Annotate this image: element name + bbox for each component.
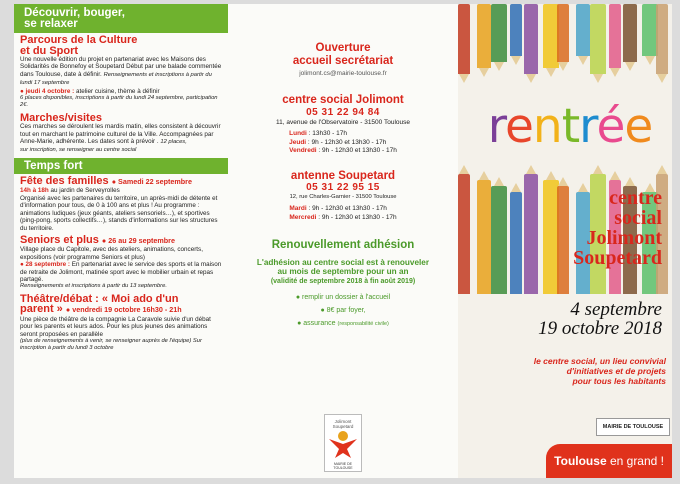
cover-panel [458,4,672,478]
left-column [14,4,228,478]
hours-row [289,139,397,148]
heading-date: ● Samedi 22 septembre [111,176,192,186]
paragraph [20,187,224,194]
bullet-date: ● jeudi 4 octobre : [20,87,75,95]
list-item: ● remplir un dossier à l'accueil [295,294,391,302]
banner-text: Toulouse [554,454,607,468]
pencil-shape [576,4,590,56]
hours-value: : 9h - 12h30 et 13h30 - 17h [316,213,397,221]
pencil-tip [479,68,489,77]
logo-text: MAIRIE DE TOULOUSE [333,462,353,471]
mairie-logo: MAIRIE DE TOULOUSE [596,418,670,436]
opening-title: Ouverture [315,42,371,54]
text: au jardin de Serveyrolles [50,187,120,195]
pencil-shape [477,4,491,68]
rentree-letter: n [532,99,562,154]
tagline-line: pour tous les habitants [572,376,666,386]
text: Renseignements et inscriptions à partir du lundi 17 septembre [20,71,212,87]
rentree-letter: e [505,99,533,154]
paragraph-italic: sur inscription, se renseigner au centre social [20,146,137,153]
hours-value: : 9h - 12h30 et 13h30 - 17h [306,205,387,213]
title-line: social [614,207,662,229]
cover-centre-name [462,188,662,268]
paragraph [20,88,224,95]
hours-day: Mardi [289,205,307,213]
rentree-letter: t [561,99,580,154]
jolimont-title: centre social Jolimont [282,94,404,107]
text: 12 places, [160,139,187,146]
banner-text: en grand ! [606,454,664,468]
renewal-title: Renouvellement adhésion [271,238,415,251]
jolimont-address: 11, avenue de l'Observatoire - 31500 Toulouse [276,118,410,126]
figure-icon [325,429,361,459]
soupetard-hours [289,205,396,222]
heading-line: Théâtre/débat : « Moi ado d'un [20,292,179,305]
tagline-line: le centre social, un lieu convivial [533,356,666,366]
hours-day: Jeudi [289,138,307,146]
pencil-shape [557,4,569,62]
pencil-tip [459,165,469,174]
heading-theatre [20,294,224,316]
text: En partenariat avec le service des sports et la maison de retraite de Jolimont, matinée sport avec le mobilier urbain et repas partagé. [20,261,222,284]
renewal-text: au mois de septembre pour un an [277,267,409,277]
soupetard-title: antenne Soupetard [290,169,396,182]
jolimont-hours [289,130,397,156]
pencil-shape [623,4,637,62]
paragraph: Village place du Capitole, avec des ateliers, animations, concerts, expositions (voir programme Seniors et plus) [20,246,203,261]
title-line: Soupetard [573,247,662,269]
heading-fete [20,176,224,188]
pencil-shape [656,4,668,74]
email-address: jolimont.cs@mairie-toulouse.fr [299,70,387,77]
section-band-discover [14,4,228,33]
heading-line: parent » [20,303,63,316]
heading-date: ● 26 au 29 septembre [101,235,175,245]
hours-day: Lundi [289,129,307,137]
band-line: se relaxer [24,18,78,30]
middle-column [230,4,456,478]
pencil-tip [593,165,603,174]
heading-text: Seniors et plus [20,233,99,246]
text: Ces marches se déroulent les mardis matin, elles consistent à découvrir tout en marchant le patrimoine culturel de la Ville. Accompagnées par Anne-Marie, adhérente. Les dates sont à prévoir . [20,123,221,146]
date-line: 4 septembre [570,299,662,320]
logo-text: Soupetard [332,424,354,429]
date-line: 19 octobre 2018 [538,318,662,339]
pencil-tip [546,171,556,180]
paragraph-italic: (plus de renseignements à venir, se renseigner auprès de l'équipe) Sur inscription à partir du lundi 3 octobre [20,338,202,352]
hours-day: Mercredi [289,213,317,221]
bullet-date: ● 28 septembre : [20,261,70,269]
renewal-text: (validité de septembre 2018 à fin août 2019) [270,277,416,285]
toulouse-en-grand-banner [546,444,672,478]
pencil-shape [510,4,522,56]
soupetard-address: 12, rue Charles-Garnier - 31500 Toulouse [289,194,397,201]
text: (responsabilité civile) [337,321,389,328]
renewal-list [230,291,456,331]
pencil-shape [590,4,606,74]
section-band-temps-fort: Temps fort [14,158,228,174]
pencil-tip [625,62,635,71]
list-item [230,317,456,331]
rentree-letter: r [579,99,597,154]
heading-parcours [20,35,224,56]
pencil-tip [494,62,504,71]
hours-value: : 13h30 - 17h [306,129,347,137]
hours-row [289,214,396,223]
logo-text: Jolimont [334,419,352,424]
pencil-tip [625,177,635,186]
pencil-tip [459,74,469,83]
pencil-tip [494,177,504,186]
heading-line: et du Sport [20,44,79,57]
pencil-shape [491,4,507,62]
paragraph-italic: 6 places disponibles, inscriptions à partir du lundi 24 septembre, participation 2€. [20,95,218,109]
cover-dates [462,300,662,338]
pencil-tip [526,165,536,174]
heading-seniors [20,235,224,247]
paragraph: Une pièce de théâtre de la compagnie La Caravole suivie d'un débat pour les parents et leurs ados. Pour les plus jeunes des animations seront proposées en parallèle [20,315,211,338]
text: ● assurance [297,320,336,328]
list-item: ● 8€ par foyer, [320,307,366,315]
jolimont-phone: 05 31 22 94 84 [306,106,380,118]
brochure-sheet [14,4,672,478]
opening-title: accueil secrétariat [292,54,394,67]
hours-value: : 9h - 12h30 et 13h30 - 17h [316,147,397,155]
cover-tagline [462,356,666,386]
text: atelier cuisine, thème à définir [75,87,160,95]
pencil-tip [578,56,588,65]
cover-title-rentree [470,99,670,154]
pencil-tip [558,62,568,71]
paragraph: Organisé avec les partenaires du territoire, un après-midi de détente et d'information pour tous, de 0 à 100 ans et plus ! Au programme : animations ludiques (jeux géants, ateliers sensoriels…), et sportives (ping-pong, sports collectifs…), stands d'informations sur les structures du territoire. [20,194,218,232]
pencil-tip [479,171,489,180]
pencil-tip [526,74,536,83]
pencil-shape [458,4,470,74]
pencil-tip [546,68,556,77]
title-line: Jolimont [586,227,662,249]
hours-row [289,130,397,139]
band-line: Découvrir, bouger, [24,7,125,19]
renewal-text: L'adhésion au centre social est à renouveler [256,257,430,267]
pencil-tip [610,171,620,180]
paragraph [20,123,224,146]
hours-day: Vendredi [289,147,317,155]
paragraph [20,56,224,88]
centre-social-logo [324,414,362,472]
pencil-tip [657,165,667,174]
text: Une nouvelle édition du projet en partenariat avec les Maisons des Solidarités de Bonnefoy et Soupetard Début par une balade commentée dans Toulouse, date à définir. [20,56,222,78]
pencil-tip [558,177,568,186]
hours-row [289,205,396,214]
pencil-tip [657,74,667,83]
title-line: centre [609,187,662,209]
heading-marches: Marches/visites [20,111,102,124]
pencil-shape [609,4,621,68]
rentree-letter: é [596,99,625,154]
paragraph [20,261,224,283]
rentree-letter: r [487,99,505,154]
hours-row [289,147,397,156]
rentree-letter: e [624,99,653,154]
pencil-shape [524,4,538,74]
heading-date: ● vendredi 19 octobre 16h30 - 21h [65,305,182,315]
heading-text: Fête des familles [20,174,109,187]
paragraph-italic: Renseignements et inscriptions à partir du 13 septembre. [20,283,167,290]
tagline-line: d'initiatives et de projets [566,366,666,376]
heading-line: Parcours de la Culture [20,34,138,46]
soupetard-phone: 05 31 22 95 15 [306,182,380,194]
pencil-tip [593,74,603,83]
pencil-tip [511,56,521,65]
pencil-tip [610,68,620,77]
pencil-tip [645,56,655,65]
time: 14h à 18h [20,187,49,195]
hours-value: : 9h - 12h30 et 13h30 - 17h [306,138,387,146]
